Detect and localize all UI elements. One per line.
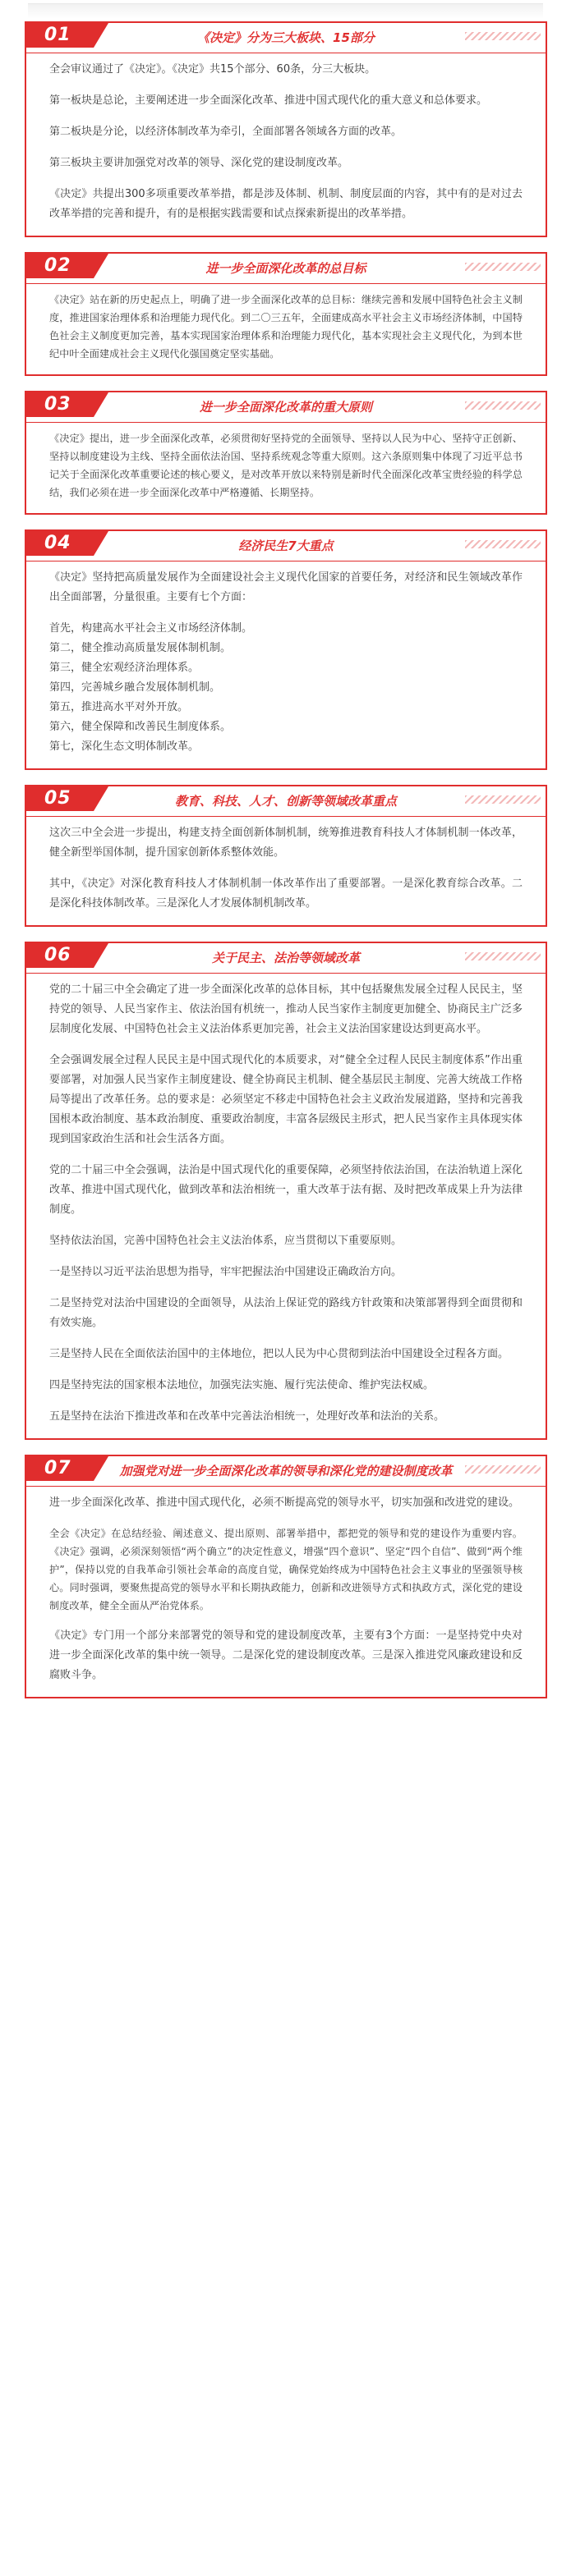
list-item: 第五，推进高水平对外开放。 [49, 701, 189, 713]
section-body [26, 53, 546, 237]
section-04 [25, 529, 547, 770]
section-body [26, 423, 546, 515]
paragraph: 《决定》专门用一个部分来部署党的领导和党的建设制度改革，主要有3个方面：一是坚持党中央对进一步全面深化改革的集中统一领导。二是深化党的建设制度改革。三是深入推进党风廉政建设和反腐败斗争。 [49, 1629, 523, 1681]
decorative-stripes [465, 32, 541, 40]
decorative-stripes [465, 1465, 541, 1474]
section-title: 进一步全面深化改革的重大原则 [199, 400, 372, 415]
paragraph: 党的二十届三中全会强调，法治是中国式现代化的重要保障，必须坚持依法治国，在法治轨道上深化改革、推进中国式现代化，做到改革和法治相统一，重大改革于法有据、及时把改革成果上升为法律制度。 [49, 1164, 523, 1216]
section-number: 07 [44, 1458, 71, 1478]
section-title: 关于民主、法治等领域改革 [211, 951, 360, 965]
paragraph: 《决定》坚持把高质量发展作为全面建设社会主义现代化国家的首要任务，对经济和民生领域改革作出全面部署，分量很重。主要有七个方面： [49, 571, 523, 603]
article [25, 21, 547, 1713]
top-divider-bar [28, 3, 543, 19]
list-item: 首先，构建高水平社会主义市场经济体制。 [49, 622, 253, 635]
list-item: 第三，健全宏观经济治理体系。 [49, 662, 200, 674]
section-number: 06 [44, 945, 71, 965]
paragraph: 四是坚持宪法的国家根本法地位，加强宪法实施、履行宪法使命、维护宪法权威。 [49, 1379, 435, 1391]
paragraph: 全会强调发展全过程人民民主是中国式现代化的本质要求，对“健全全过程人民民主制度体系”作出重要部署，对加强人民当家作主制度建设、健全协商民主机制、健全基层民主制度、完善大统战工作格局等提出了改革任务。总的要求是：必须坚定不移走中国特色社会主义政治发展道路，坚持和完善我国根本政治制度、基本政治制度、重要政治制度，丰富各层级民主形式，把人民当家作主具体现实体现到国家政治生活和社会生活各方面。 [49, 1054, 523, 1145]
paragraph: 二是坚持党对法治中国建设的全面领导，从法治上保证党的路线方针政策和决策部署得到全面贯彻和有效实施。 [49, 1297, 523, 1329]
section-number: 02 [44, 255, 71, 276]
paragraph: 三是坚持人民在全面依法治国中的主体地位，把以人民为中心贯彻到法治中国建设全过程各方面。 [49, 1348, 509, 1360]
list-item: 第二，健全推动高质量发展体制机制。 [49, 642, 232, 654]
paragraph: 党的二十届三中全会确定了进一步全面深化改革的总体目标，其中包括聚焦发展全过程人民民主，坚持党的领导、人民当家作主、依法治国有机统一，推动人民当家作主制度更加健全、协商民主广泛多层制度化发展、中国特色社会主义法治体系更加完善，社会主义法治国家建设达到更高水平。 [49, 983, 523, 1035]
section-03 [25, 391, 547, 515]
paragraph: 其中，《决定》对深化教育科技人才体制机制一体改革作出了重要部署。一是深化教育综合改革。二是深化科技体制改革。三是深化人才发展体制机制改革。 [49, 878, 523, 910]
paragraph: 第一板块是总论，主要阐述进一步全面深化改革、推进中国式现代化的重大意义和总体要求。 [49, 94, 488, 107]
section-title: 进一步全面深化改革的总目标 [205, 261, 366, 276]
decorative-stripes [465, 401, 541, 410]
paragraph: 全会《决定》在总结经验、阐述意义、提出原则、部署举措中，都把党的领导和党的建设作为重要内容。《决定》强调，必须深刻领悟“两个确立”的决定性意义，增强“四个意识”、坚定“四个自信”、做到“两个维护”，保持以党的自我革命引领社会革命的高度自觉，确保党始终成为中国特色社会主义事业的坚强领导核心。同时强调，要聚焦提高党的领导水平和长期执政能力，创新和改进领导方式和执政方式，深化党的建设制度改革，健全全面从严治党体系。 [49, 1528, 523, 1611]
paragraph: 一是坚持以习近平法治思想为指导，牢牢把握法治中国建设正确政治方向。 [49, 1266, 403, 1278]
section-01 [25, 21, 547, 237]
paragraph: 五是坚持在法治下推进改革和在改革中完善法治相统一，处理好改革和法治的关系。 [49, 1410, 445, 1423]
paragraph: 《决定》提出，进一步全面深化改革，必须贯彻好坚持党的全面领导、坚持以人民为中心、坚持守正创新、坚持以制度建设为主线、坚持全面依法治国、坚持系统观念等重大原则。这六条原则集中体现了习近平总书记关于全面深化改革重要论述的核心要义，是对改革开放以来特别是新时代全面深化改革宝贵经验的科学总结，我们必须在进一步全面深化改革中严格遵循、长期坚持。 [49, 433, 523, 498]
section-header [26, 391, 546, 423]
section-number: 03 [44, 394, 71, 415]
section-number: 04 [44, 533, 71, 553]
section-number: 01 [44, 25, 71, 45]
section-body [26, 817, 546, 927]
section-title: 《决定》分为三大板块、15部分 [197, 30, 375, 45]
section-body [26, 284, 546, 376]
section-body [26, 974, 546, 1440]
paragraph: 进一步全面深化改革、推进中国式现代化，必须不断提高党的领导水平，切实加强和改进党的建设。 [49, 1497, 520, 1509]
section-header [26, 252, 546, 284]
decorative-stripes [465, 952, 541, 960]
list-item: 第六，健全保障和改善民生制度体系。 [49, 721, 232, 733]
section-body [26, 1487, 546, 1698]
list-item: 第七，深化生态文明体制改革。 [49, 740, 200, 753]
section-header [26, 529, 546, 561]
paragraph: 《决定》共提出300多项重要改革举措，都是涉及体制、机制、制度层面的内容，其中有的是对过去改革举措的完善和提升，有的是根据实践需要和试点探索新提出的改革举措。 [49, 188, 523, 220]
paragraph: 这次三中全会进一步提出，构建支持全面创新体制机制，统筹推进教育科技人才体制机制一体改革，健全新型举国体制，提升国家创新体系整体效能。 [49, 827, 523, 859]
section-header [26, 942, 546, 974]
section-02 [25, 252, 547, 376]
paragraph: 全会审议通过了《决定》。《决定》共15个部分、60条，分三大板块。 [49, 63, 376, 76]
section-number: 05 [44, 788, 71, 809]
section-05 [25, 785, 547, 927]
decorative-stripes [465, 263, 541, 271]
section-07 [25, 1455, 547, 1698]
section-body [26, 561, 546, 770]
section-title: 加强党对进一步全面深化改革的领导和深化党的建设制度改革 [119, 1464, 453, 1478]
section-06 [25, 942, 547, 1440]
list-item: 第四，完善城乡融合发展体制机制。 [49, 681, 221, 694]
decorative-stripes [465, 795, 541, 804]
section-header [26, 1455, 546, 1487]
section-title: 经济民生7大重点 [238, 539, 334, 553]
decorative-stripes [465, 540, 541, 548]
section-header [26, 21, 546, 53]
paragraph: 《决定》站在新的历史起点上，明确了进一步全面深化改革的总目标：继续完善和发展中国特色社会主义制度，推进国家治理体系和治理能力现代化。到二〇三五年，全面建成高水平社会主义市场经济体制，中国特色社会主义制度更加完善，基本实现国家治理体系和治理能力现代化，基本实现社会主义现代化，为到本世纪中叶全面建成社会主义现代化强国奠定坚实基础。 [49, 294, 523, 360]
paragraph: 坚持依法治国，完善中国特色社会主义法治体系，应当贯彻以下重要原则。 [49, 1235, 403, 1247]
section-title: 教育、科技、人才、创新等领域改革重点 [174, 794, 397, 809]
section-header [26, 785, 546, 817]
paragraph: 第三板块主要讲加强党对改革的领导、深化党的建设制度改革。 [49, 157, 349, 169]
paragraph: 第二板块是分论，以经济体制改革为牵引，全面部署各领域各方面的改革。 [49, 126, 403, 138]
